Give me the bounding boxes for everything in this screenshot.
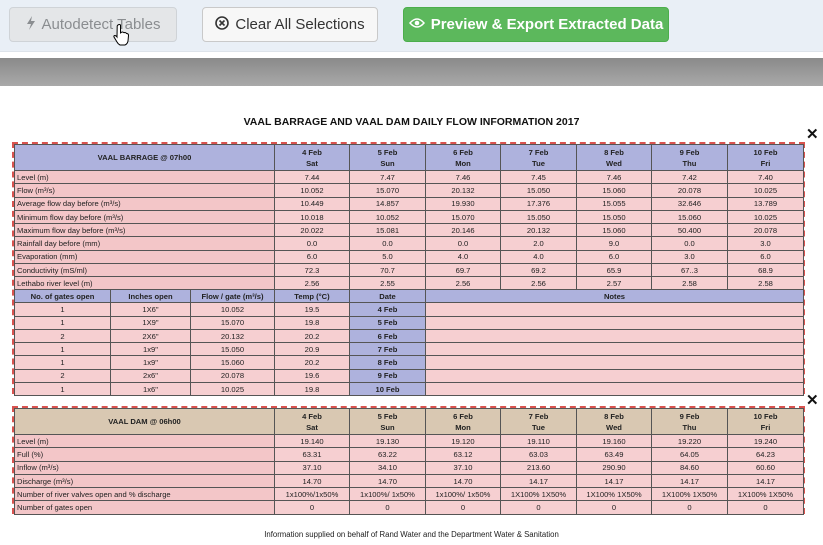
row-value: 7.46: [577, 171, 652, 184]
row-value: 10.018: [275, 210, 350, 223]
gates-column-header: Notes: [426, 290, 804, 303]
inches-open-value: 1X6": [111, 303, 191, 316]
table-row: [15, 210, 804, 223]
row-value: 2.58: [652, 277, 728, 290]
pdf-page: [0, 86, 823, 545]
notes-cell: [426, 316, 804, 329]
table-row: [15, 303, 804, 316]
row-value: 7.42: [652, 171, 728, 184]
day-name: Mon: [455, 422, 471, 432]
row-value: 2.55: [350, 277, 426, 290]
gates-open-value: 2: [15, 329, 111, 342]
row-value: 20.132: [426, 184, 501, 197]
row-value: 4.0: [501, 250, 577, 263]
gates-open-value: 1: [15, 303, 111, 316]
day-header: [501, 145, 577, 171]
gates-header-row: [15, 290, 804, 303]
gates-open-value: 1: [15, 316, 111, 329]
row-value: 10.025: [728, 184, 804, 197]
day-name: Sun: [380, 422, 395, 432]
row-value: 19.110: [501, 435, 577, 448]
table-header-title: VAAL BARRAGE @ 07h00: [15, 145, 275, 171]
row-label: Minimum flow day before (m³/s): [15, 210, 275, 223]
day-date: 9 Feb: [679, 147, 700, 157]
row-value: 14.17: [652, 474, 728, 487]
row-value: 63.22: [350, 448, 426, 461]
row-value: 15.070: [426, 210, 501, 223]
row-label: Number of river valves open and % discharge: [15, 488, 275, 501]
row-value: 65.9: [577, 264, 652, 277]
day-name: Tue: [532, 158, 545, 168]
row-value: 213.60: [501, 461, 577, 474]
flow-per-gate-value: 15.060: [191, 356, 275, 369]
row-value: 69.7: [426, 264, 501, 277]
row-value: 63.12: [426, 448, 501, 461]
row-value: 1x100%/1x50%: [275, 488, 350, 501]
row-value: 2.56: [275, 277, 350, 290]
document-footer: Information supplied on behalf of Rand Water and the Department Water & Sanitation: [264, 530, 559, 539]
day-name: Sat: [306, 158, 318, 168]
day-header: [350, 145, 426, 171]
temp-value: 19.6: [275, 369, 350, 382]
row-value: 0.0: [275, 237, 350, 250]
row-value: 9.0: [577, 237, 652, 250]
document-title: VAAL BARRAGE AND VAAL DAM DAILY FLOW INFORMATION 2017: [243, 116, 580, 128]
row-value: 7.47: [350, 171, 426, 184]
row-value: 72.3: [275, 264, 350, 277]
row-label: Inflow (m³/s): [15, 461, 275, 474]
row-value: 15.050: [501, 210, 577, 223]
flow-per-gate-value: 10.052: [191, 303, 275, 316]
row-label: Level (m): [15, 435, 275, 448]
row-label: Conductivity (mS/ml): [15, 264, 275, 277]
row-value: 20.078: [728, 224, 804, 237]
day-date: 6 Feb: [453, 411, 473, 421]
notes-cell: [426, 329, 804, 342]
flow-per-gate-value: 15.070: [191, 316, 275, 329]
gates-column-header: Date: [350, 290, 426, 303]
toolbar: [0, 0, 823, 52]
day-date: 10 Feb: [753, 147, 778, 157]
row-value: 32.646: [652, 197, 728, 210]
row-value: 15.060: [652, 210, 728, 223]
autodetect-tables-label: Autodetect Tables: [41, 16, 161, 33]
day-date: 10 Feb: [753, 411, 778, 421]
row-value: 14.70: [275, 474, 350, 487]
row-value: 10.052: [275, 184, 350, 197]
table-row: [15, 488, 804, 501]
clear-all-selections-label: Clear All Selections: [235, 16, 365, 33]
table-row: [15, 197, 804, 210]
day-date: 9 Feb: [679, 411, 700, 421]
temp-value: 20.2: [275, 356, 350, 369]
row-value: 7.44: [275, 171, 350, 184]
table-row: [15, 171, 804, 184]
row-label: Level (m): [15, 171, 275, 184]
table-row: [15, 448, 804, 461]
day-header: [426, 409, 501, 435]
row-value: 19.220: [652, 435, 728, 448]
row-value: 15.060: [577, 224, 652, 237]
row-value: 1x100%/ 1x50%: [426, 488, 501, 501]
day-header: [275, 145, 350, 171]
row-value: 1x100%/ 1x50%: [350, 488, 426, 501]
day-name: Sat: [306, 422, 318, 432]
row-value: 37.10: [426, 461, 501, 474]
row-value: 290.90: [577, 461, 652, 474]
row-value: 70.7: [350, 264, 426, 277]
day-date: 5 Feb: [377, 411, 398, 421]
day-date: 6 Feb: [453, 147, 473, 157]
row-value: 63.31: [275, 448, 350, 461]
row-label: Evaporation (mm): [15, 250, 275, 263]
row-value: 2.56: [426, 277, 501, 290]
row-value: 0: [728, 501, 804, 514]
row-value: 60.60: [728, 461, 804, 474]
day-name: Thu: [682, 158, 697, 168]
notes-cell: [426, 343, 804, 356]
day-name: Mon: [455, 158, 471, 168]
row-value: 14.17: [728, 474, 804, 487]
row-value: 0.0: [350, 237, 426, 250]
table-row: [15, 224, 804, 237]
day-date: 7 Feb: [528, 147, 549, 157]
date-value: 10 Feb: [350, 383, 426, 396]
gates-open-value: 1: [15, 383, 111, 396]
close-icon[interactable]: ✕: [806, 392, 819, 409]
gates-column-header: No. of gates open: [15, 290, 111, 303]
day-name: Fri: [760, 158, 771, 168]
table-row: [15, 316, 804, 329]
flow-per-gate-value: 20.132: [191, 329, 275, 342]
row-value: 63.03: [501, 448, 577, 461]
date-value: 9 Feb: [350, 369, 426, 382]
date-value: 8 Feb: [350, 356, 426, 369]
day-name: Fri: [760, 422, 771, 432]
row-value: 37.10: [275, 461, 350, 474]
inches-open-value: 1x6": [111, 383, 191, 396]
row-value: 0.0: [426, 237, 501, 250]
row-label: Lethabo river level (m): [15, 277, 275, 290]
row-value: 2.56: [501, 277, 577, 290]
row-value: 2.58: [728, 277, 804, 290]
row-value: 64.05: [652, 448, 728, 461]
flow-per-gate-value: 10.025: [191, 383, 275, 396]
flow-per-gate-value: 15.050: [191, 343, 275, 356]
table-row: [15, 383, 804, 396]
row-value: 15.060: [577, 184, 652, 197]
row-value: 67..3: [652, 264, 728, 277]
date-value: 5 Feb: [350, 316, 426, 329]
row-value: 14.17: [501, 474, 577, 487]
day-header: [652, 409, 728, 435]
row-label: Maximum flow day before (m³/s): [15, 224, 275, 237]
row-value: 14.70: [350, 474, 426, 487]
row-value: 14.17: [577, 474, 652, 487]
row-value: 20.132: [501, 224, 577, 237]
table-row: [15, 474, 804, 487]
day-header: [728, 409, 804, 435]
day-date: 4 Feb: [302, 147, 322, 157]
day-name: Thu: [682, 422, 697, 432]
row-value: 19.130: [350, 435, 426, 448]
preview-export-label: Preview & Export Extracted Data: [430, 16, 664, 33]
row-value: 14.857: [350, 197, 426, 210]
row-label: Flow (m³/s): [15, 184, 275, 197]
notes-cell: [426, 383, 804, 396]
row-value: 69.2: [501, 264, 577, 277]
day-header: [577, 145, 652, 171]
autodetect-tables-button[interactable]: [9, 7, 177, 42]
table-row: [15, 184, 804, 197]
day-header: [501, 409, 577, 435]
row-value: 6.0: [728, 250, 804, 263]
row-value: 20.146: [426, 224, 501, 237]
gates-column-header: Inches open: [111, 290, 191, 303]
table-header-row: [15, 409, 804, 435]
inches-open-value: 1X9": [111, 316, 191, 329]
table-row: [15, 329, 804, 342]
table-row: [15, 343, 804, 356]
row-value: 15.050: [501, 184, 577, 197]
date-value: 4 Feb: [350, 303, 426, 316]
row-value: 10.025: [728, 210, 804, 223]
row-label: Rainfall day before (mm): [15, 237, 275, 250]
row-value: 0: [501, 501, 577, 514]
barrage-table: [14, 144, 804, 291]
flow-per-gate-value: 20.078: [191, 369, 275, 382]
row-value: 64.23: [728, 448, 804, 461]
row-value: 2.0: [501, 237, 577, 250]
table-header-row: [15, 145, 804, 171]
temp-value: 19.5: [275, 303, 350, 316]
day-name: Sun: [380, 158, 395, 168]
table-row: [15, 264, 804, 277]
row-value: 7.45: [501, 171, 577, 184]
row-value: 5.0: [350, 250, 426, 263]
day-name: Wed: [606, 158, 622, 168]
inches-open-value: 1x9": [111, 343, 191, 356]
row-value: 0: [350, 501, 426, 514]
row-value: 34.10: [350, 461, 426, 474]
close-icon[interactable]: ✕: [806, 126, 819, 143]
temp-value: 20.9: [275, 343, 350, 356]
row-value: 3.0: [652, 250, 728, 263]
day-header: [728, 145, 804, 171]
row-value: 20.078: [652, 184, 728, 197]
inches-open-value: 1x9": [111, 356, 191, 369]
notes-cell: [426, 369, 804, 382]
day-date: 8 Feb: [604, 147, 624, 157]
row-value: 4.0: [426, 250, 501, 263]
row-value: 1X100% 1X50%: [501, 488, 577, 501]
row-value: 13.789: [728, 197, 804, 210]
row-value: 19.930: [426, 197, 501, 210]
row-value: 15.081: [350, 224, 426, 237]
table-row: [15, 369, 804, 382]
day-date: 8 Feb: [604, 411, 624, 421]
row-value: 15.055: [577, 197, 652, 210]
row-value: 17.376: [501, 197, 577, 210]
table-row: [15, 501, 804, 514]
row-value: 1X100% 1X50%: [577, 488, 652, 501]
row-value: 68.9: [728, 264, 804, 277]
barrage-gates-table: [14, 289, 804, 396]
day-date: 4 Feb: [302, 411, 322, 421]
row-value: 3.0: [728, 237, 804, 250]
row-value: 0: [275, 501, 350, 514]
preview-export-button[interactable]: [403, 7, 669, 42]
date-value: 7 Feb: [350, 343, 426, 356]
table-row: [15, 461, 804, 474]
document-viewer-header-band: [0, 58, 823, 86]
row-value: 1X100% 1X50%: [652, 488, 728, 501]
row-value: 19.140: [275, 435, 350, 448]
date-value: 6 Feb: [350, 329, 426, 342]
row-value: 0: [426, 501, 501, 514]
row-value: 19.120: [426, 435, 501, 448]
row-value: 10.052: [350, 210, 426, 223]
day-name: Wed: [606, 422, 622, 432]
day-name: Tue: [532, 422, 545, 432]
row-value: 19.160: [577, 435, 652, 448]
day-header: [275, 409, 350, 435]
row-value: 63.49: [577, 448, 652, 461]
row-value: 7.40: [728, 171, 804, 184]
row-value: 84.60: [652, 461, 728, 474]
row-value: 6.0: [275, 250, 350, 263]
row-label: Full (%): [15, 448, 275, 461]
row-value: 15.070: [350, 184, 426, 197]
table-row: [15, 435, 804, 448]
day-header: [426, 145, 501, 171]
row-value: 15.050: [577, 210, 652, 223]
gates-open-value: 1: [15, 356, 111, 369]
circle-x-icon: [215, 16, 229, 34]
row-value: 20.022: [275, 224, 350, 237]
day-date: 7 Feb: [528, 411, 549, 421]
dam-table: [14, 408, 804, 515]
row-value: 0.0: [652, 237, 728, 250]
temp-value: 20.2: [275, 329, 350, 342]
row-value: 0: [652, 501, 728, 514]
day-date: 5 Feb: [377, 147, 398, 157]
lightning-bolt-icon: [26, 16, 36, 34]
row-value: 50.400: [652, 224, 728, 237]
table-row: [15, 356, 804, 369]
table-row: [15, 250, 804, 263]
notes-cell: [426, 303, 804, 316]
row-label: Average flow day before (m³/s): [15, 197, 275, 210]
hand-pointer-icon: [113, 24, 129, 51]
row-value: 2.57: [577, 277, 652, 290]
row-value: 14.70: [426, 474, 501, 487]
row-label: Number of gates open: [15, 501, 275, 514]
row-value: 7.46: [426, 171, 501, 184]
inches-open-value: 2x6": [111, 369, 191, 382]
temp-value: 19.8: [275, 316, 350, 329]
day-header: [652, 145, 728, 171]
day-header: [350, 409, 426, 435]
day-header: [577, 409, 652, 435]
notes-cell: [426, 356, 804, 369]
eye-icon: [409, 16, 425, 33]
gates-open-value: 1: [15, 343, 111, 356]
temp-value: 19.8: [275, 383, 350, 396]
row-value: 1X100% 1X50%: [728, 488, 804, 501]
inches-open-value: 2X6": [111, 329, 191, 342]
table-row: [15, 237, 804, 250]
row-value: 19.240: [728, 435, 804, 448]
gates-column-header: Flow / gate (m³/s): [191, 290, 275, 303]
table-header-title: VAAL DAM @ 06h00: [15, 409, 275, 435]
gates-column-header: Temp (°C): [275, 290, 350, 303]
row-label: Discharge (m³/s): [15, 474, 275, 487]
row-value: 10.449: [275, 197, 350, 210]
clear-all-selections-button[interactable]: [202, 7, 378, 42]
gates-open-value: 2: [15, 369, 111, 382]
row-value: 6.0: [577, 250, 652, 263]
row-value: 0: [577, 501, 652, 514]
